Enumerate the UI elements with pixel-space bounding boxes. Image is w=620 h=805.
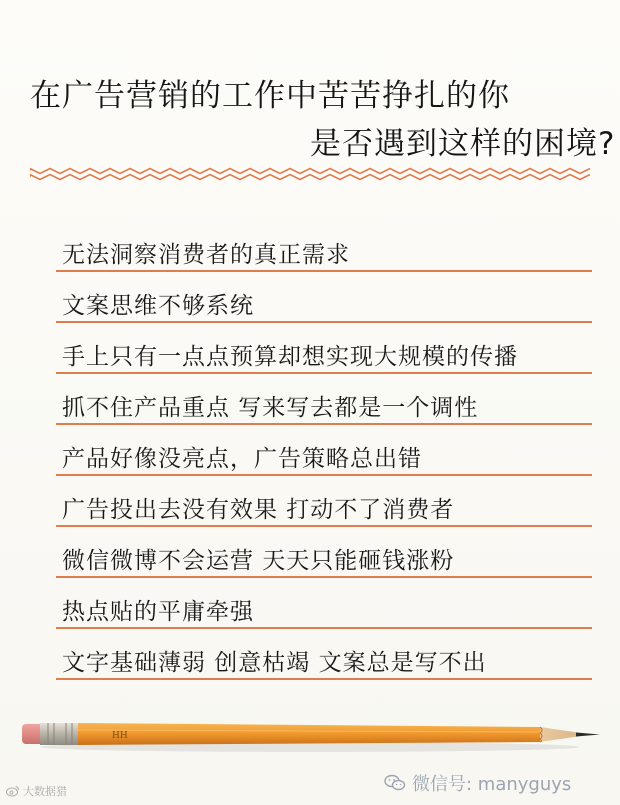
pencil-lead bbox=[576, 733, 600, 737]
problem-item: 文案思维不够系统 bbox=[62, 293, 254, 319]
weibo-watermark bbox=[6, 783, 67, 799]
ruled-line bbox=[56, 576, 592, 578]
ruled-line bbox=[56, 423, 592, 425]
pencil-illustration bbox=[20, 713, 602, 759]
ruled-line bbox=[56, 321, 592, 323]
ruled-line bbox=[56, 525, 592, 527]
ruled-line bbox=[56, 627, 592, 629]
title-line-1: 在广告营销的工作中苦苦挣扎的你 bbox=[30, 78, 510, 114]
ruled-line bbox=[56, 270, 592, 272]
pencil-body bbox=[78, 723, 540, 745]
wavy-divider bbox=[30, 166, 592, 182]
wechat-watermark bbox=[384, 770, 571, 796]
problem-item: 微信微博不会运营 天天只能砸钱涨粉 bbox=[62, 548, 455, 574]
weibo-icon bbox=[6, 785, 20, 797]
ruled-line bbox=[56, 678, 592, 680]
wechat-id-text: 微信号: manyguys bbox=[412, 774, 572, 795]
title-line-2: 是否遇到这样的困境? bbox=[310, 126, 616, 162]
problem-item: 广告投出去没有效果 打动不了消费者 bbox=[62, 497, 455, 523]
weibo-handle-text: 大数据猎 bbox=[23, 785, 67, 798]
problem-item: 产品好像没亮点，广告策略总出错 bbox=[62, 446, 422, 472]
problem-item: 热点贴的平庸牵强 bbox=[62, 599, 254, 625]
wechat-icon bbox=[384, 774, 406, 792]
ruled-line bbox=[56, 474, 592, 476]
pencil-imprint: HH bbox=[112, 731, 128, 741]
ruled-line bbox=[56, 372, 592, 374]
problem-item: 文字基础薄弱 创意枯竭 文案总是写不出 bbox=[62, 650, 487, 676]
problem-item: 无法洞察消费者的真正需求 bbox=[62, 242, 350, 268]
problem-item: 手上只有一点点预算却想实现大规模的传播 bbox=[62, 344, 518, 370]
problem-item: 抓不住产品重点 写来写去都是一个调性 bbox=[62, 395, 479, 421]
